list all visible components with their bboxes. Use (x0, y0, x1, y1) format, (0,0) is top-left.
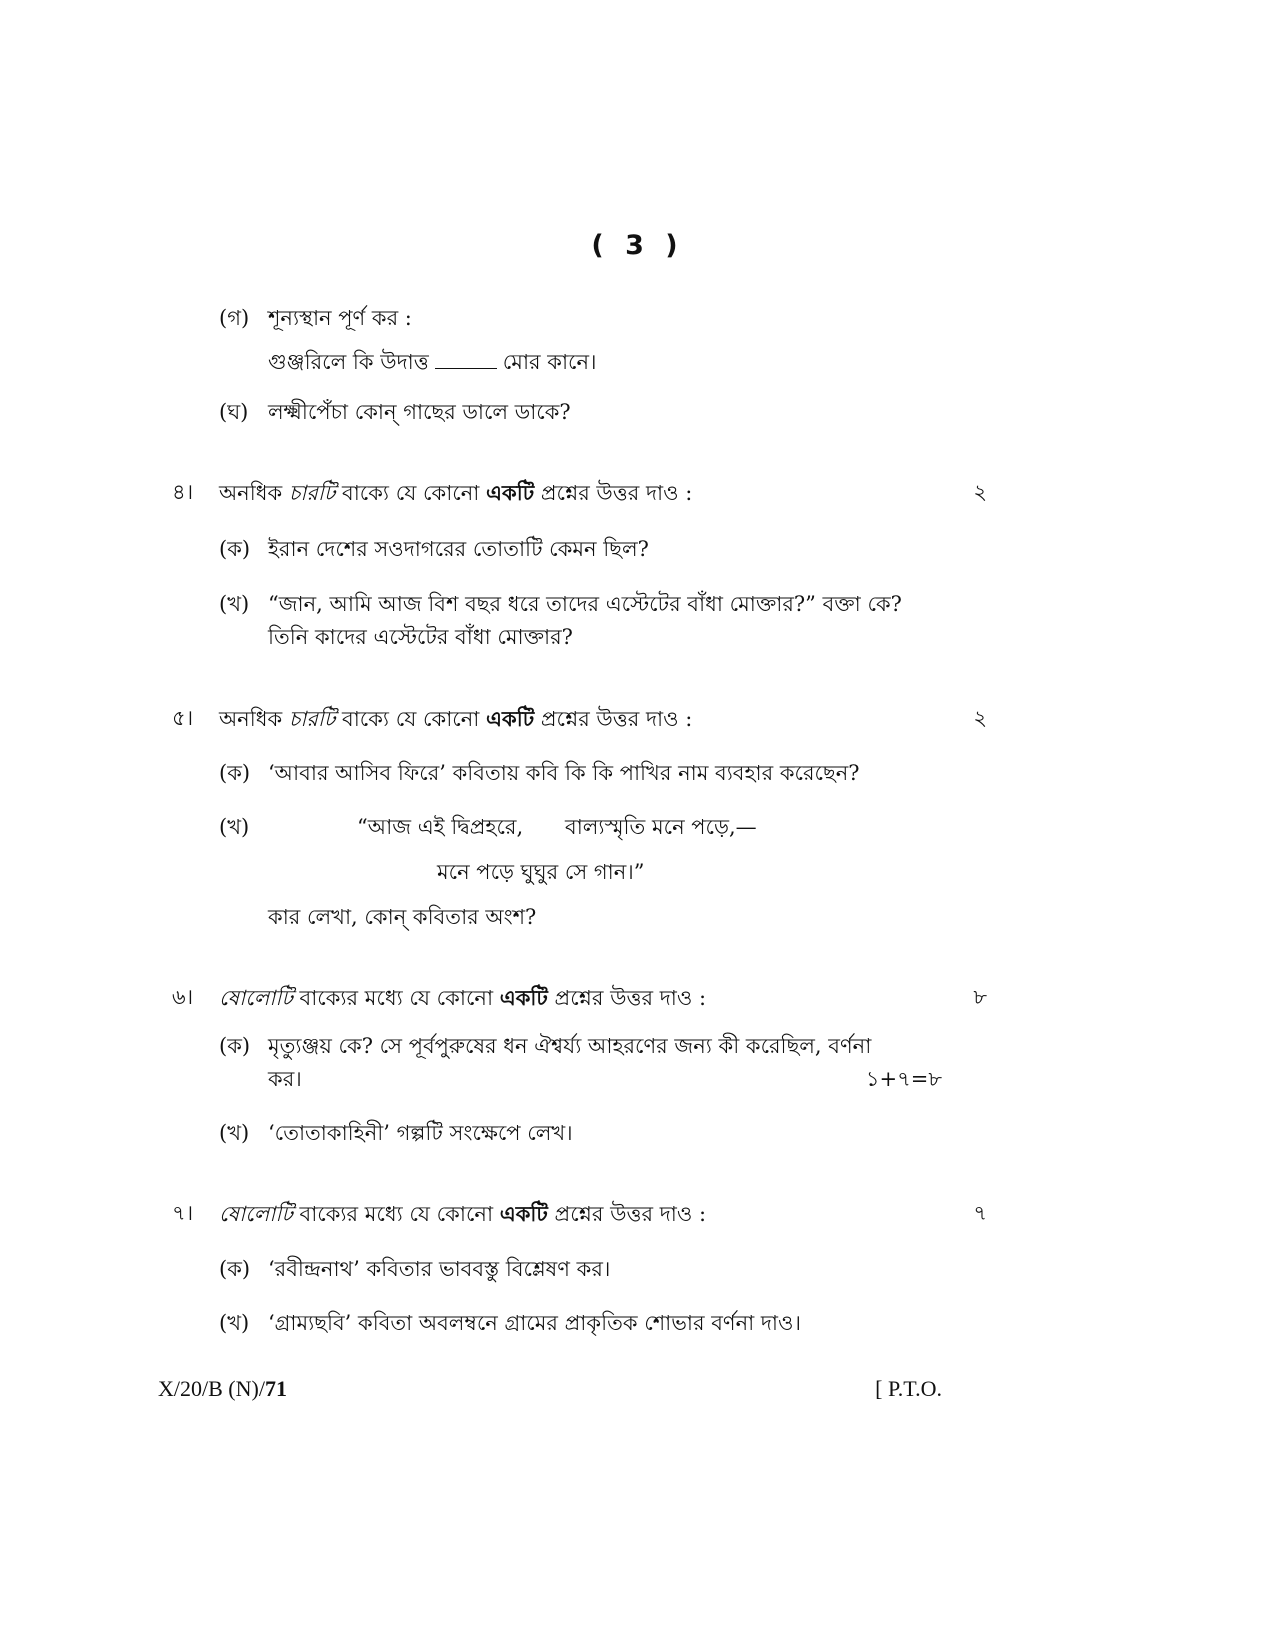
q3-gh-text: লক্ষ্মীপেঁচা কোন্ গাছের ডালে ডাকে? (268, 400, 571, 424)
instr-post: প্রশ্নের উত্তর দাও : (554, 986, 707, 1010)
instr-post: প্রশ্নের উত্তর দাও : (540, 481, 693, 505)
q5-kha-question: কার লেখা, কোন্ কবিতার অংশ? (268, 905, 537, 929)
q4-kha-line1: “জান, আমি আজ বিশ বছর ধরে তাদের এস্টেটের বাঁধা মোক্তার?” বক্তা কে? (268, 592, 902, 616)
q4-kha-label: (খ) (219, 592, 250, 616)
paper-code (158, 1378, 287, 1400)
q5-kha-label: (খ) (219, 815, 250, 839)
q4-kha-line2: তিনি কাদের এস্টেটের বাঁধা মোক্তার? (268, 625, 573, 649)
instr-bold: একটি (486, 706, 535, 731)
q4-marks: ২ (973, 480, 987, 504)
q7-kha-text: ‘গ্রাম্যছবি’ কবিতা অবলম্বনে গ্রামের প্রাকৃতিক শোভার বর্ণনা দাও। (268, 1311, 801, 1335)
q5-ka-label: (ক) (219, 761, 251, 785)
instr-mid: বাক্যের মধ্যে যে কোনো (299, 986, 494, 1010)
instr-bold: একটি (499, 985, 548, 1010)
q6-marks: ৮ (973, 985, 987, 1009)
q7-ka-label: (ক) (219, 1257, 251, 1281)
q5-marks: ২ (973, 706, 987, 730)
q4-ka-label: (ক) (219, 537, 251, 561)
q6-number: ৬। (172, 985, 194, 1009)
q5-verse-line2: মনে পড়ে ঘুঘুর সে গান।” (437, 860, 645, 884)
instr-italic: ষোলোটি (219, 986, 293, 1010)
q4-ka-text: ইরান দেশের সওদাগরের তোতাটি কেমন ছিল? (268, 537, 649, 561)
q5-ka-text: ‘আবার আসিব ফিরে’ কবিতায় কবি কি কি পাখির নাম ব্যবহার করেছেন? (268, 761, 860, 785)
q5-verse-line1a: “আজ এই দ্বিপ্রহরে, (357, 815, 524, 839)
instr-bold: একটি (486, 480, 535, 505)
instr-pre: অনধিক (219, 481, 283, 505)
instr-mid: বাক্যে যে কোনো (342, 707, 480, 731)
q5-number: ৫। (172, 706, 194, 730)
instr-bold: একটি (499, 1201, 548, 1226)
q6-ka-submarks: ১+৭=৮ (865, 1067, 942, 1091)
q5-instruction (219, 708, 692, 730)
pto-label: [ P.T.O. (875, 1376, 942, 1401)
instr-italic: চারটি (288, 707, 336, 731)
paper-code-prefix: X/20/B (N)/ (158, 1376, 265, 1401)
q3-g-text: শূন্যস্থান পূর্ণ কর : (268, 306, 412, 330)
q6-ka-label: (ক) (219, 1034, 251, 1058)
q3-g-label: (গ) (219, 306, 250, 330)
q3-gh-label: (ঘ) (219, 400, 249, 424)
q6-ka-line2: কর। (268, 1067, 302, 1091)
instr-italic: ষোলোটি (219, 1202, 293, 1226)
q6-kha-text: ‘তোতাকাহিনী’ গল্পটি সংক্ষেপে লেখ। (268, 1121, 573, 1145)
q3-g-after: মোর কানে। (502, 350, 597, 374)
q5-verse-line1b: বাল্যস্মৃতি মনে পড়ে,— (565, 815, 757, 839)
q7-marks: ৭ (973, 1201, 987, 1225)
q4-number: ৪। (172, 480, 194, 504)
q6-ka-line1: মৃত্যুঞ্জয় কে? সে পূর্বপুরুষের ধন ঐশ্বর্য্য আহরণের জন্য কী করেছিল, বর্ণনা (268, 1034, 872, 1058)
q6-kha-label: (খ) (219, 1121, 250, 1145)
q4-instruction (219, 482, 692, 504)
q6-instruction (219, 987, 706, 1009)
q7-ka-text: ‘রবীন্দ্রনাথ’ কবিতার ভাববস্তু বিশ্লেষণ কর। (268, 1257, 611, 1281)
q3-g-before: গুঞ্জরিলে কি উদাত্ত (268, 350, 429, 374)
instr-post: প্রশ্নের উত্তর দাও : (554, 1202, 707, 1226)
q3-g-fill-line (268, 352, 597, 373)
answer-blank (435, 368, 497, 369)
instr-post: প্রশ্নের উত্তর দাও : (540, 707, 693, 731)
instr-pre: অনধিক (219, 707, 283, 731)
q7-number: ৭। (172, 1201, 194, 1225)
q7-instruction (219, 1203, 706, 1225)
paper-code-number: 71 (264, 1376, 287, 1401)
page-number: ( 3 ) (591, 230, 684, 261)
instr-italic: চারটি (288, 481, 336, 505)
instr-mid: বাক্যের মধ্যে যে কোনো (299, 1202, 494, 1226)
q7-kha-label: (খ) (219, 1311, 250, 1335)
instr-mid: বাক্যে যে কোনো (342, 481, 480, 505)
